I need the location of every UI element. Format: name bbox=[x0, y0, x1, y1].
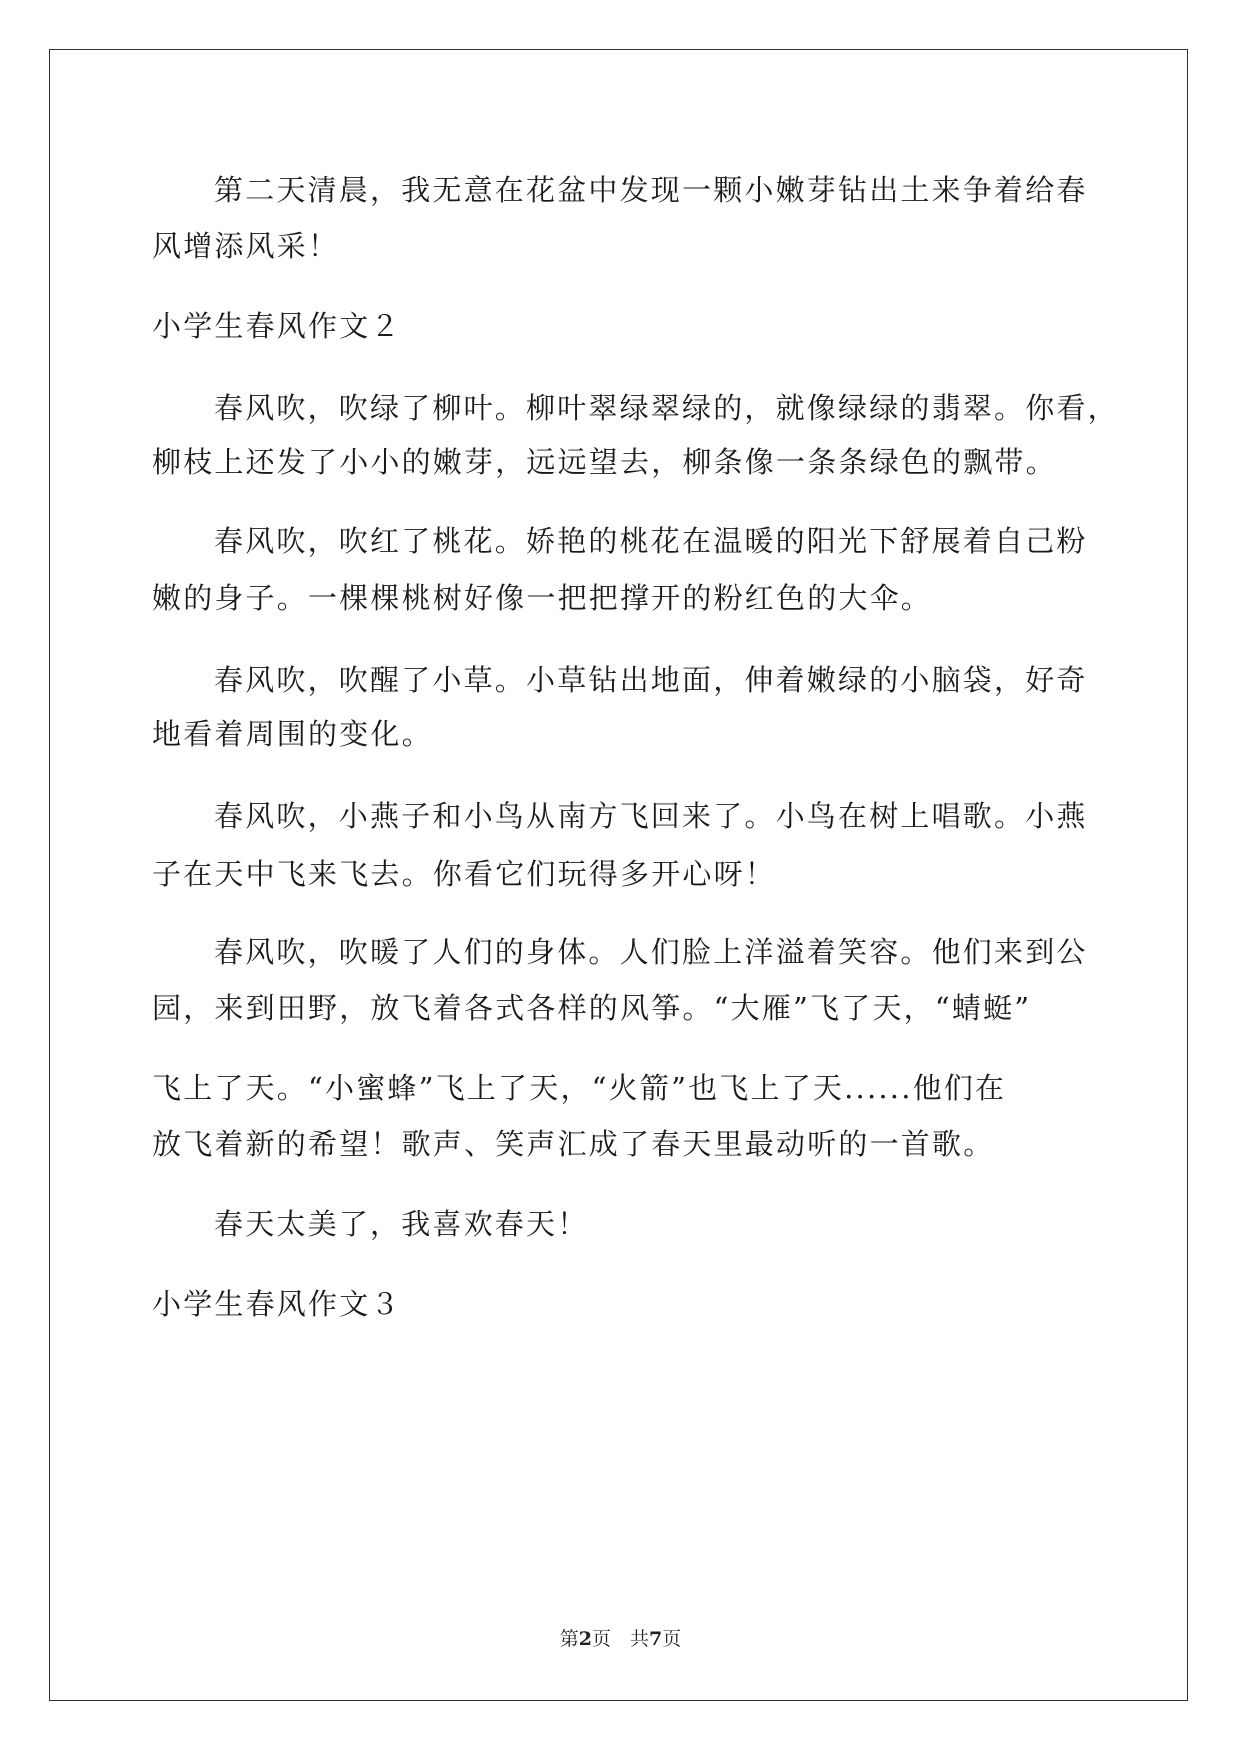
paragraph-line: 放飞着新的希望！歌声、笑声汇成了春天里最动听的一首歌。 bbox=[152, 1127, 995, 1161]
paragraph-line: 春天太美了，我喜欢春天！ bbox=[214, 1207, 589, 1241]
paragraph-line: 春风吹，吹红了桃花。娇艳的桃花在温暖的阳光下舒展着自己粉 bbox=[214, 524, 1088, 558]
paragraph-line: 春风吹，吹绿了柳叶。柳叶翠绿翠绿的，就像绿绿的翡翠。你看， bbox=[214, 391, 1119, 425]
paragraph-line: 嫩的身子。一棵棵桃树好像一把把撑开的粉红色的大伞。 bbox=[152, 581, 933, 615]
paragraph-line: 风增添风采！ bbox=[152, 229, 340, 263]
footer-prefix: 第 bbox=[559, 1628, 579, 1650]
paragraph-line: 第二天清晨，我无意在花盆中发现一颗小嫩芽钻出土来争着给春 bbox=[214, 173, 1088, 207]
footer-mid: 页 共 bbox=[591, 1628, 649, 1650]
paragraph-line: 园，来到田野，放飞着各式各样的风筝。“大雁”飞了天，“蜻蜓” bbox=[152, 991, 1032, 1025]
total-page-number: 7 bbox=[649, 1628, 663, 1650]
paragraph-line: 地看着周围的变化。 bbox=[152, 717, 433, 751]
paragraph-line: 飞上了天。“小蜜蜂”飞上了天，“火箭”也飞上了天......他们在 bbox=[152, 1071, 1007, 1105]
paragraph-line: 春风吹，小燕子和小鸟从南方飞回来了。小鸟在树上唱歌。小燕 bbox=[214, 799, 1088, 833]
footer-suffix: 页 bbox=[662, 1628, 682, 1650]
section-heading: 小学生春风作文３ bbox=[152, 1287, 402, 1321]
section-heading: 小学生春风作文２ bbox=[152, 309, 402, 343]
current-page-number: 2 bbox=[578, 1628, 592, 1650]
paragraph-line: 子在天中飞来飞去。你看它们玩得多开心呀！ bbox=[152, 857, 777, 891]
paragraph-line: 柳枝上还发了小小的嫩芽，远远望去，柳条像一条条绿色的飘带。 bbox=[152, 445, 1057, 479]
page-footer bbox=[0, 1626, 1241, 1652]
paragraph-line: 春风吹，吹暖了人们的身体。人们脸上洋溢着笑容。他们来到公 bbox=[214, 935, 1088, 969]
paragraph-line: 春风吹，吹醒了小草。小草钻出地面，伸着嫩绿的小脑袋，好奇 bbox=[214, 663, 1088, 697]
